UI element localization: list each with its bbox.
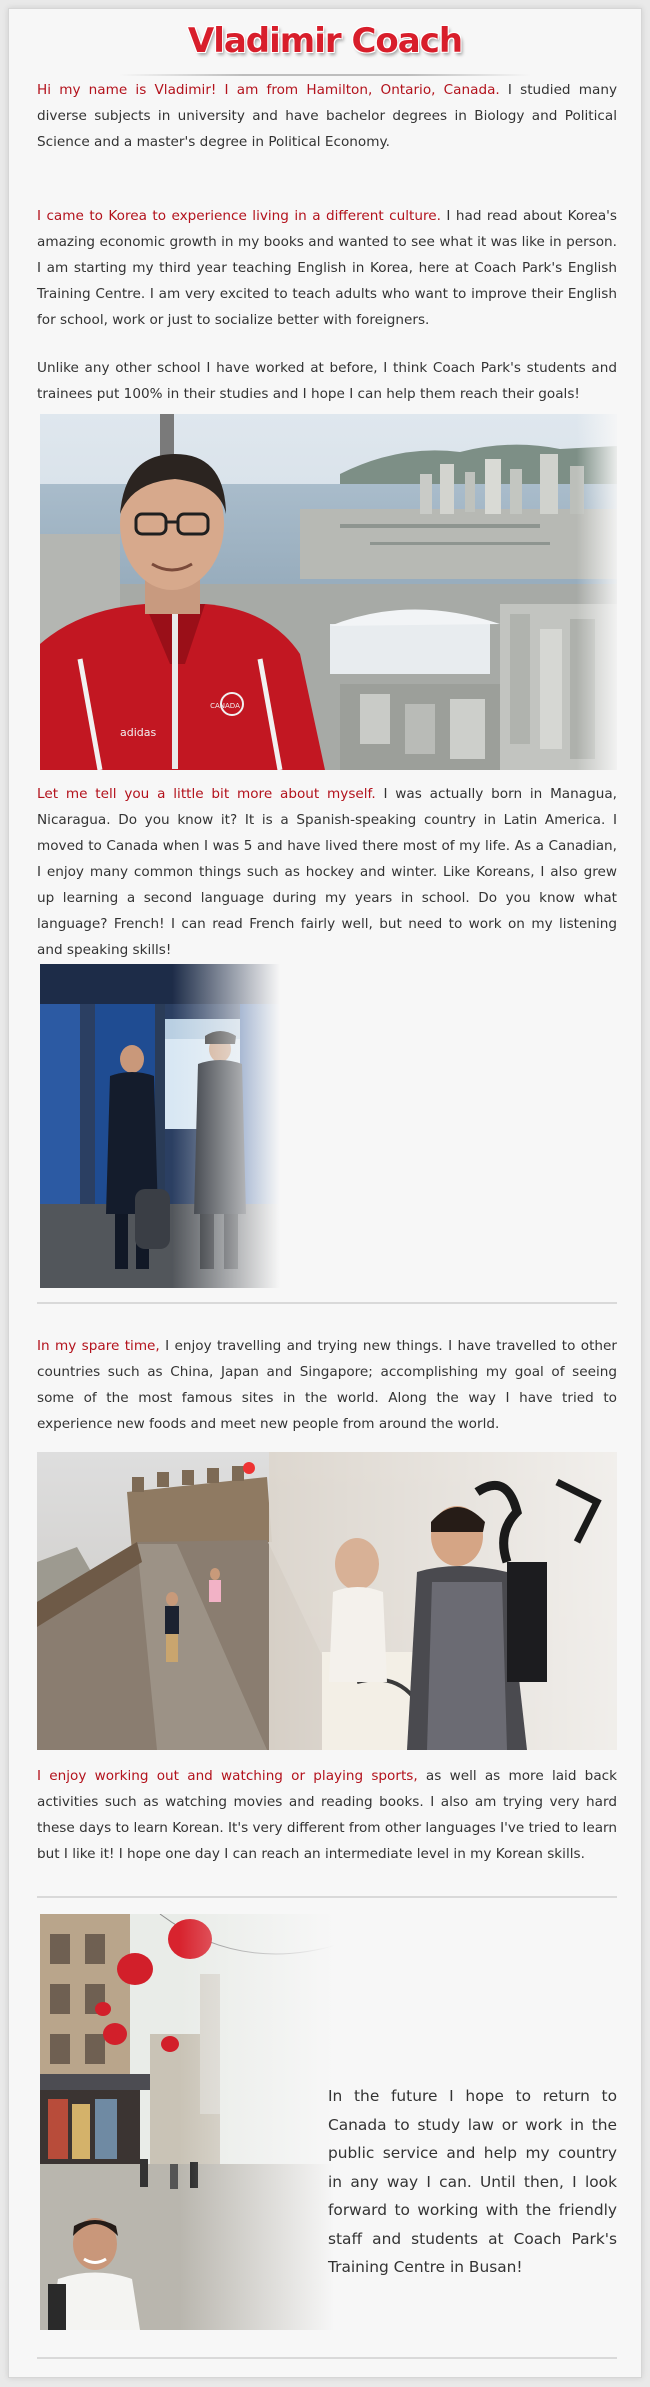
- travel-collage-photo: [37, 1452, 617, 1750]
- section-divider-3: [37, 2357, 617, 2359]
- page-title: Vladimir Coach: [187, 21, 463, 61]
- ferry-photo: [40, 964, 280, 1288]
- korea-text: I had read about Korea's amazing economic growth in my books and wanted to see what it was like in person. I am starting my third year teaching English in Korea, here at Coach Park's English Training Centre. I am very excited to teach adults who want to improve their English for school, work or just to socialize better with foreigners.: [37, 207, 617, 328]
- about-text: I was actually born in Managua, Nicaragua. Do you know it? It is a Spanish-speaking country in Latin America. I moved to Canada when I was 5 and have lived there most of my life. As a Canadian, I enjoy many common things such as hockey and winter. Like Koreans, I also grew up learning a second language during my years in school. Do you know what language? French! I can read French fairly well, but need to work on my listening and speaking skills!: [37, 785, 617, 958]
- future-paragraph: In the future I hope to return to Canada to study law or work in the public service and help my country in any way I can. Until then, I look forward to working with the friendly staff and students at Coach Park's Training Centre in Busan!: [328, 2087, 617, 2277]
- workout-paragraph: [37, 1763, 617, 1867]
- about-highlight: Let me tell you a little bit more about myself.: [37, 785, 376, 802]
- about-paragraph: [37, 781, 617, 963]
- workout-highlight: I enjoy working out and watching or playing sports,: [37, 1767, 418, 1784]
- portrait-busan-photo: [40, 414, 617, 770]
- korea-paragraph: [37, 203, 617, 333]
- students-text: Unlike any other school I have worked at before, I think Coach Park's students and trainees put 100% in their studies and I hope I can help them reach their goals!: [37, 359, 617, 402]
- korea-highlight: I came to Korea to experience living in a different culture.: [37, 207, 441, 224]
- spare-text: I enjoy travelling and trying new things. I have travelled to other countries such as China, Japan and Singapore; accomplishing my goal of seeing some of the most famous sites in the world. Along the way I have tried to experience new foods and meet new people from around the world.: [37, 1337, 617, 1432]
- profile-page: [8, 8, 642, 2378]
- students-paragraph: [37, 355, 617, 407]
- spare-highlight: In my spare time,: [37, 1337, 160, 1354]
- section-divider-2: [37, 1896, 617, 1898]
- intro-highlight: Hi my name is Vladimir! I am from Hamilton, Ontario, Canada.: [37, 81, 500, 98]
- intro-paragraph: [37, 77, 617, 155]
- spare-paragraph: [37, 1333, 617, 1437]
- street-lanterns-photo: [40, 1914, 350, 2330]
- workout-text: as well as more laid back activities such as watching movies and reading books. I also am trying very hard these days to learn Korean. It's very different from other languages I've tried to learn but I like it! I hope one day I can reach an intermediate level in my Korean skills.: [37, 1767, 617, 1862]
- intro-text: I studied many diverse subjects in university and have bachelor degrees in Biology and Political Science and a master's degree in Political Economy.: [37, 81, 617, 150]
- section-divider-1: [37, 1302, 617, 1304]
